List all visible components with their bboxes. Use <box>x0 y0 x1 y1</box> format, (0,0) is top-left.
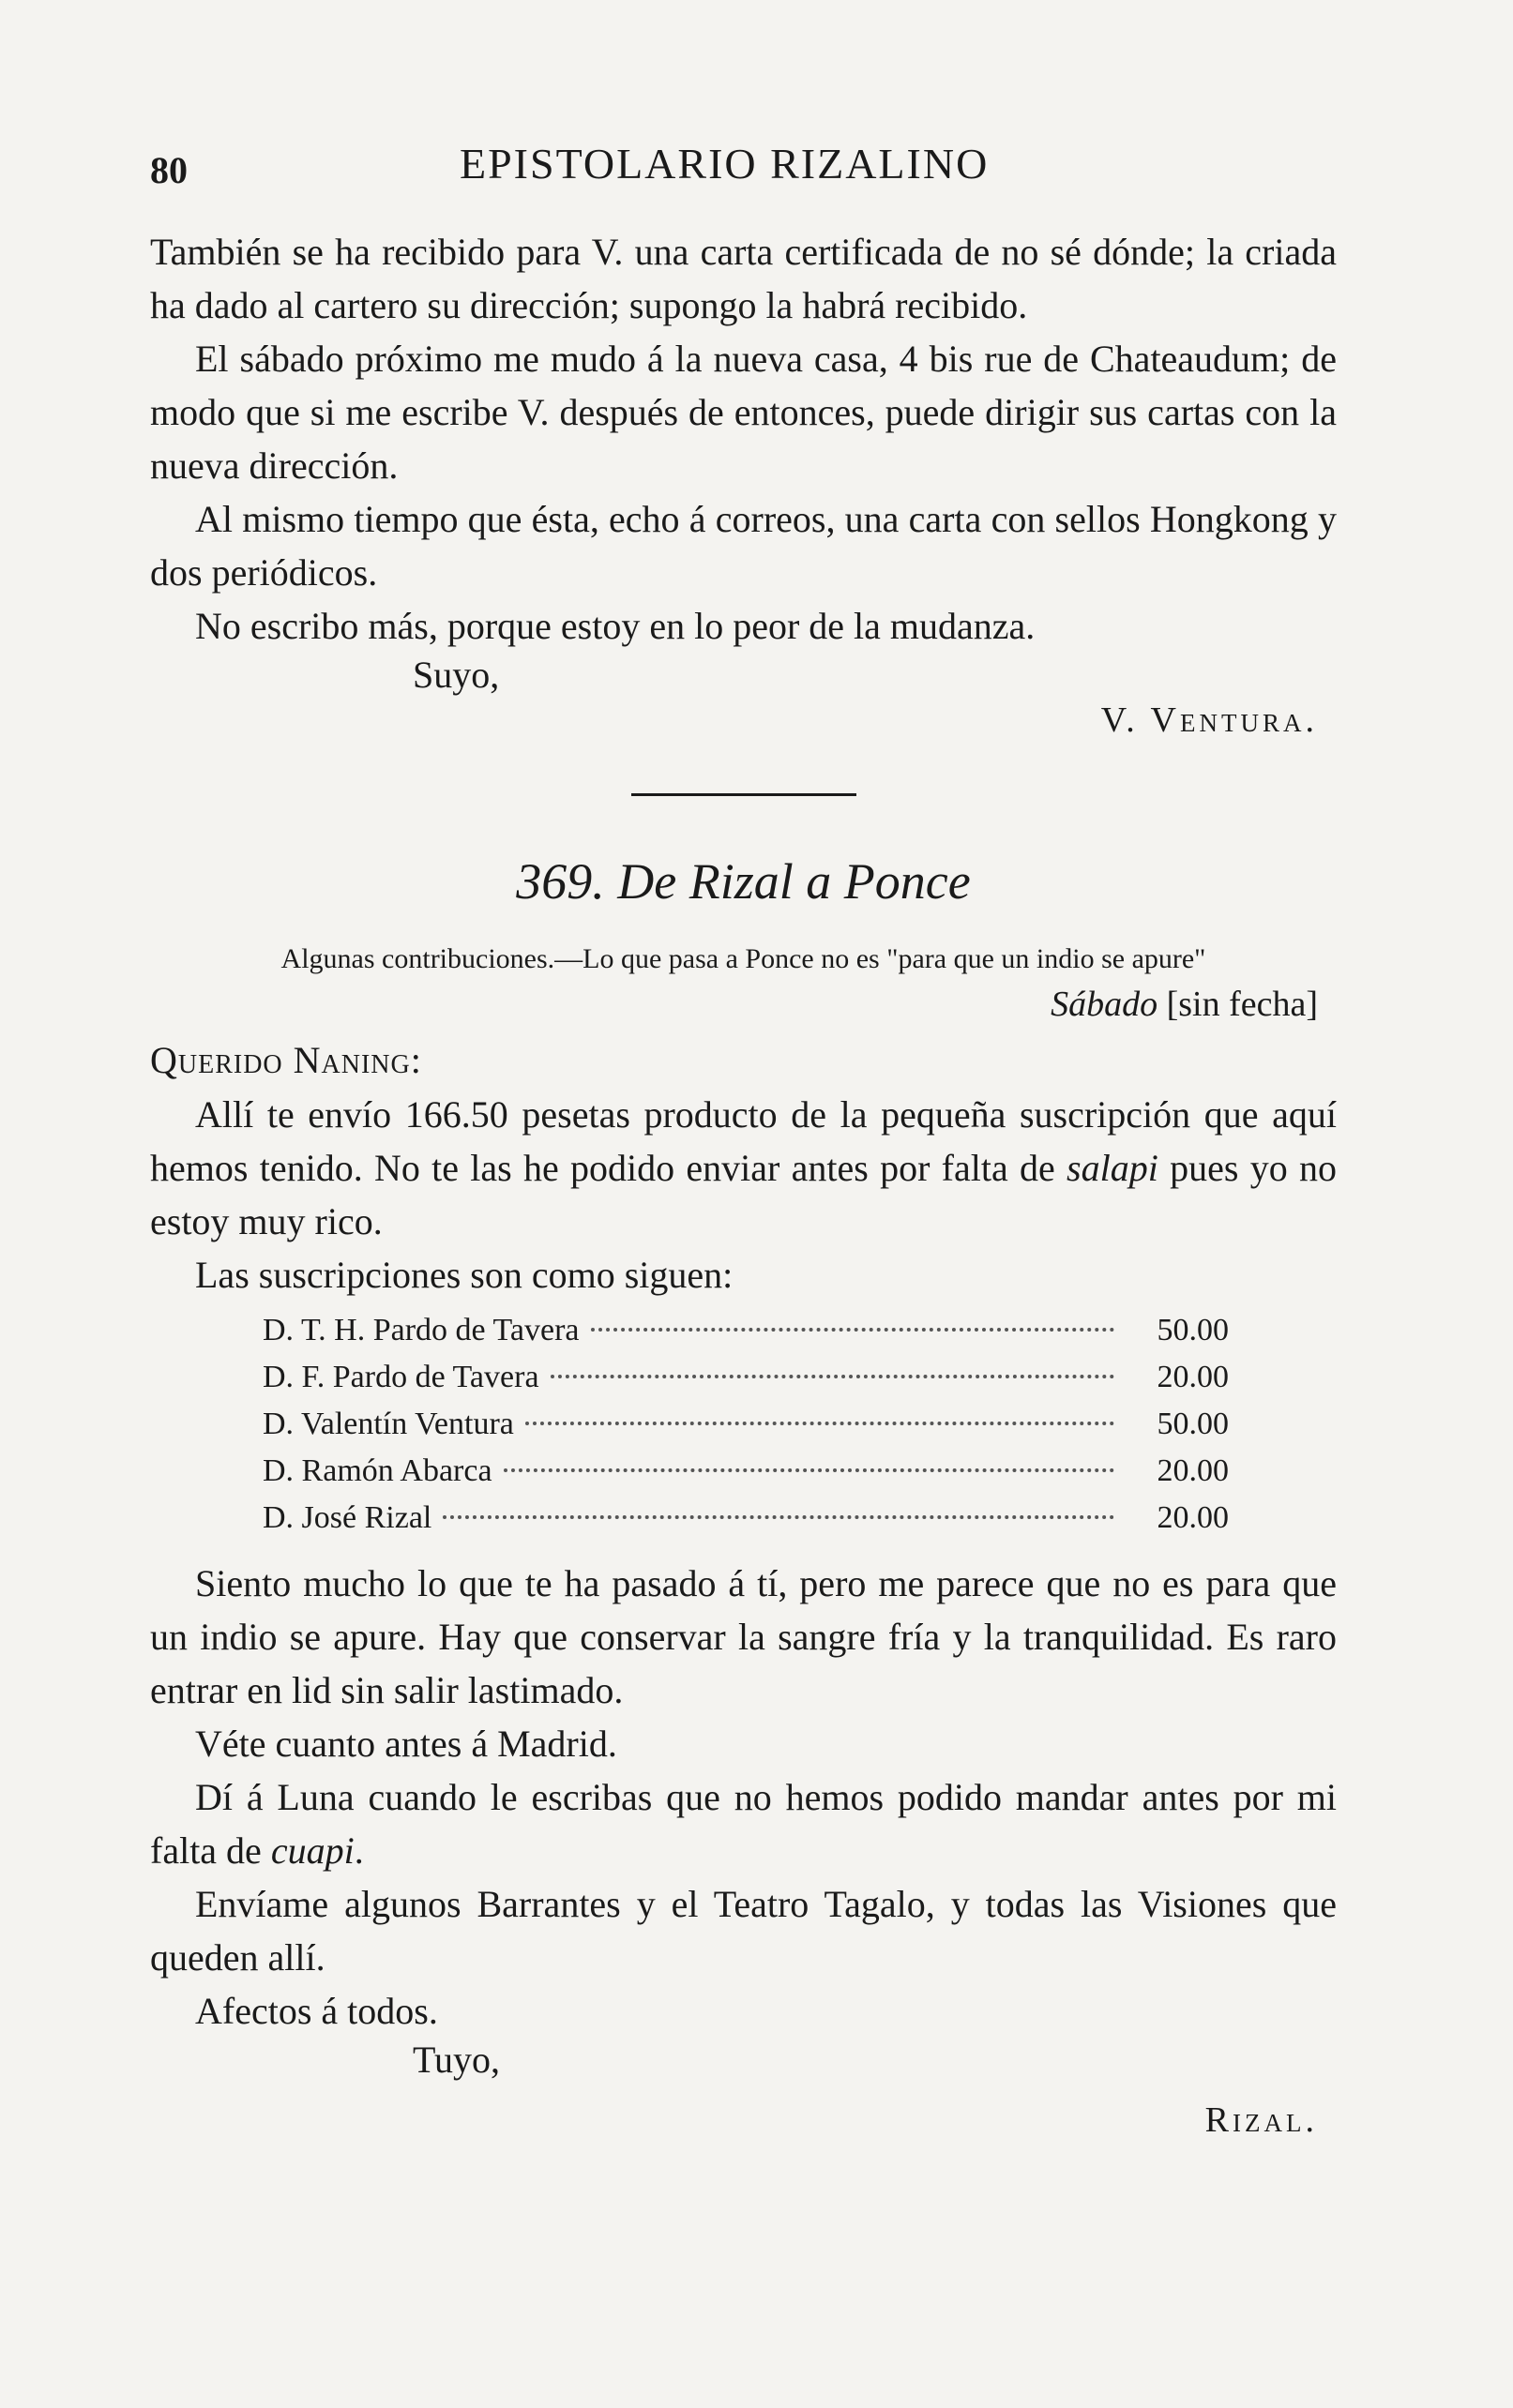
contribution-row <box>263 1354 1229 1401</box>
paragraph: Siento mucho lo que te ha pasado á tí, pero me parece que no es para que un indio se apure. Hay que conservar la sangre fría y la tranquilidad. Es raro entrar en lid sin salir lastimado. <box>150 1562 1337 1711</box>
italic-word: salapi <box>1067 1147 1158 1189</box>
paragraph: Al mismo tiempo que ésta, echo á correos, una carta con sellos Hongkong y dos periódicos. <box>150 498 1337 594</box>
contribution-amount: 50.00 <box>1157 1313 1229 1347</box>
text-run: pues yo no estoy muy rico. <box>150 1147 1337 1242</box>
letter-368-end <box>150 225 1337 756</box>
paragraph <box>150 1088 1337 1248</box>
italic-word: cuapi <box>270 1829 355 1872</box>
signature-block <box>150 2038 1337 2160</box>
date-word: Sábado <box>1051 985 1158 1024</box>
contribution-row <box>263 1307 1229 1354</box>
paragraph: No escribo más, porque estoy en lo peor de la mudanza. <box>195 605 1036 647</box>
signature: Rizal. <box>1204 2100 1318 2140</box>
contributor-name: D. F. Pardo de Tavera <box>263 1360 539 1394</box>
paragraph <box>150 1770 1337 1877</box>
letter-date <box>150 984 1318 1025</box>
contributor-name: D. Valentín Ventura <box>263 1407 514 1441</box>
contributor-name: D. T. H. Pardo de Tavera <box>263 1313 580 1347</box>
contribution-row <box>263 1401 1229 1448</box>
page-number: 80 <box>150 149 188 191</box>
letter-summary: Algunas contribuciones.—Lo que pasa a Ponce no es "para que un indio se apure" <box>280 943 1206 974</box>
contribution-row <box>263 1495 1229 1542</box>
page-body <box>150 225 1337 2160</box>
paragraph: Véte cuanto antes á Madrid. <box>195 1723 617 1765</box>
letter-369 <box>150 852 1337 2160</box>
date-note: [sin fecha] <box>1157 985 1318 1024</box>
paragraph: También se ha recibido para V. una carta certificada de no sé dónde; la criada ha dado al cartero su dirección; supongo la habrá recibido. <box>150 231 1337 326</box>
running-head <box>150 139 1363 195</box>
dot-leader <box>525 1422 1114 1425</box>
paragraph: Las suscripciones son como siguen: <box>195 1254 734 1296</box>
book-title: EPISTOLARIO RIZALINO <box>460 140 990 188</box>
closing: Suyo, <box>413 654 500 696</box>
text-run: Dí á Luna cuando le escribas que no hemos podido mandar antes por mi falta de <box>150 1776 1337 1872</box>
text-run: Allí te envío 166.50 pesetas producto de la pequeña suscripción que aquí hemos tenido. No te las he podido enviar antes por falta de <box>150 1093 1337 1189</box>
contributor-name: D. José Rizal <box>263 1500 432 1535</box>
contribution-amount: 50.00 <box>1157 1407 1229 1441</box>
dot-leader <box>591 1328 1114 1332</box>
signature-block <box>150 653 1337 756</box>
salutation: Querido Naning: <box>150 1039 422 1081</box>
dot-leader <box>443 1515 1114 1519</box>
contribution-amount: 20.00 <box>1157 1360 1229 1394</box>
paragraph: Envíame algunos Barrantes y el Teatro Tagalo, y todas las Visiones que queden allí. <box>150 1883 1337 1979</box>
text-run: . <box>354 1829 364 1872</box>
signature: V. Ventura. <box>1100 700 1318 740</box>
section-divider <box>631 793 856 796</box>
contributions-list <box>263 1307 1229 1542</box>
dot-leader <box>504 1468 1114 1472</box>
closing: Tuyo, <box>413 2039 501 2081</box>
paragraph: Afectos á todos. <box>195 1990 438 2032</box>
contributor-name: D. Ramón Abarca <box>263 1453 492 1488</box>
contribution-amount: 20.00 <box>1157 1500 1229 1535</box>
contribution-row <box>263 1448 1229 1495</box>
paragraph: El sábado próximo me mudo á la nueva casa, 4 bis rue de Chateaudum; de modo que si me escribe V. después de entonces, puede dirigir sus cartas con la nueva dirección. <box>150 338 1337 487</box>
contribution-amount: 20.00 <box>1157 1453 1229 1488</box>
dot-leader <box>551 1375 1114 1378</box>
letter-heading: 369. De Rizal a Ponce <box>516 853 971 910</box>
